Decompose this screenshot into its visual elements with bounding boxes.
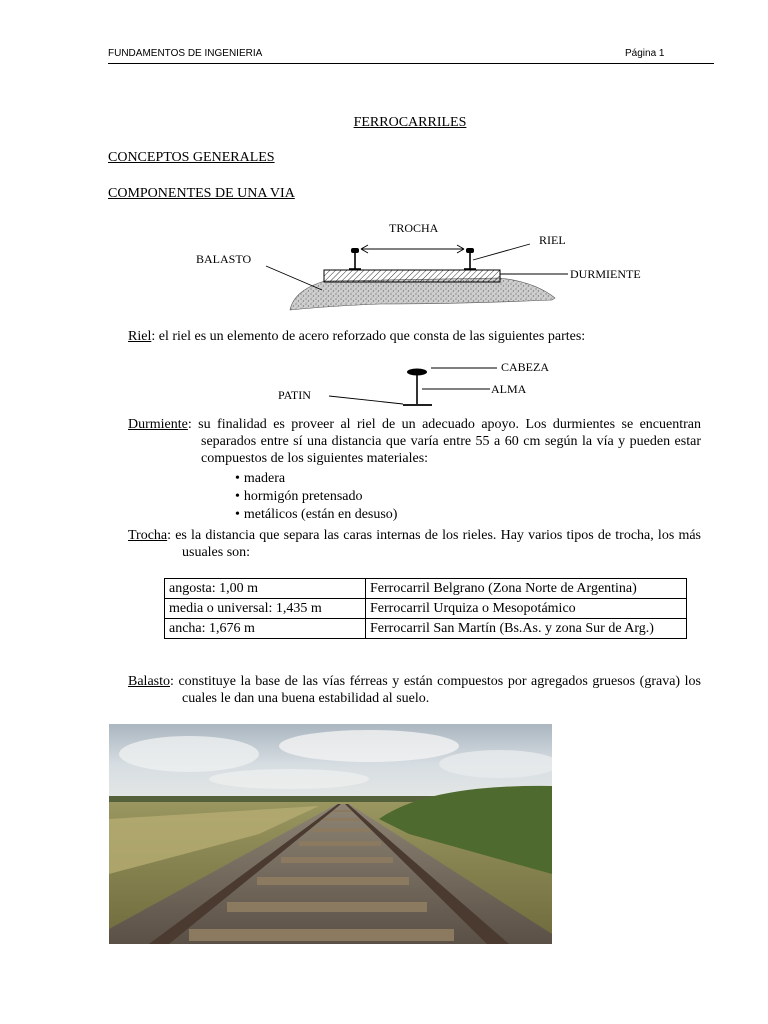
table-row <box>165 599 687 619</box>
table-cell: angosta: 1,00 m <box>165 579 366 599</box>
left-rail-shape <box>349 248 361 270</box>
riel-paragraph <box>128 328 701 345</box>
sleeper-shape <box>324 270 500 282</box>
ballast-shape <box>290 278 555 310</box>
list-item: • metálicos (están en desuso) <box>235 506 397 524</box>
label-patin: PATIN <box>278 388 311 402</box>
table-cell: Ferrocarril San Martín (Bs.As. y zona Sur de Arg.) <box>366 619 687 639</box>
label-balasto: BALASTO <box>196 252 252 266</box>
materials-list <box>235 470 397 524</box>
balasto-description: : constituye la base de las vías férreas y están compuestos por agregados gruesos (grava) los cuales le dan una buena estabilidad al suelo. <box>170 674 701 706</box>
label-durmiente: DURMIENTE <box>570 267 641 281</box>
trocha-description: : es la distancia que separa las caras internas de los rieles. Hay varios tipos de trocha, los más usuales son: <box>167 528 701 560</box>
term-trocha: Trocha <box>128 528 168 543</box>
railway-photo-illustration <box>109 724 552 944</box>
list-item: • madera <box>235 470 397 488</box>
section-heading-conceptos: CONCEPTOS GENERALES <box>108 150 275 165</box>
document-title: FERROCARRILES <box>353 115 467 130</box>
header-rule <box>108 63 714 64</box>
list-item: • hormigón pretensado <box>235 488 397 506</box>
table-cell: ancha: 1,676 m <box>165 619 366 639</box>
term-balasto: Balasto <box>128 674 170 689</box>
term-durmiente: Durmiente <box>128 417 188 432</box>
label-trocha: TROCHA <box>389 221 439 235</box>
section-heading-componentes: COMPONENTES DE UNA VIA <box>108 186 295 201</box>
page-header-left: FUNDAMENTOS DE INGENIERIA <box>108 48 263 59</box>
trocha-paragraph <box>128 527 701 561</box>
riel-description: : el riel es un elemento de acero reforzado que consta de las siguientes partes: <box>151 329 586 344</box>
trocha-types-table <box>164 578 687 639</box>
table-cell: media o universal: 1,435 m <box>165 599 366 619</box>
table-cell: Ferrocarril Belgrano (Zona Norte de Argentina) <box>366 579 687 599</box>
railway-track-photo <box>109 724 552 944</box>
label-riel: RIEL <box>539 233 566 247</box>
track-cross-section-diagram <box>260 238 570 313</box>
table-row <box>165 579 687 599</box>
table-cell: Ferrocarril Urquiza o Mesopotámico <box>366 599 687 619</box>
durmiente-paragraph <box>128 416 701 467</box>
right-rail-shape <box>464 248 476 270</box>
rail-profile-diagram <box>325 360 500 410</box>
term-riel: Riel <box>128 329 152 344</box>
label-cabeza: CABEZA <box>501 360 549 374</box>
table-row <box>165 619 687 639</box>
balasto-paragraph <box>128 673 701 707</box>
label-alma: ALMA <box>491 382 527 396</box>
durmiente-description: : su finalidad es proveer al riel de un adecuado apoyo. Los durmientes se encuentran separados entre sí una distancia que varía entre 55 a 60 cm según la vía y pueden estar compuestos de los siguientes materiales: <box>187 417 701 466</box>
page-number: Página 1 <box>625 48 665 59</box>
